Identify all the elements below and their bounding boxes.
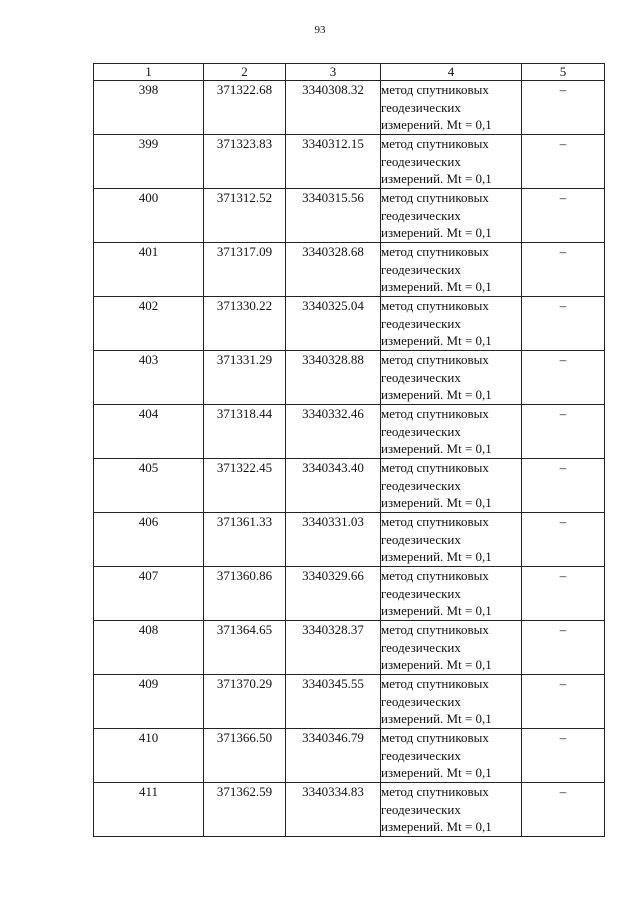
coordinates-table <box>93 63 605 837</box>
point-number-cell: 399 <box>94 135 204 189</box>
x-coordinate-cell: 371312.52 <box>204 189 286 243</box>
table-row <box>94 783 605 837</box>
y-coordinate-cell: 3340343.40 <box>286 459 381 513</box>
y-coordinate-cell: 3340312.15 <box>286 135 381 189</box>
y-coordinate-cell: 3340345.55 <box>286 675 381 729</box>
note-cell: – <box>522 459 605 513</box>
note-cell: – <box>522 243 605 297</box>
y-coordinate-cell: 3340331.03 <box>286 513 381 567</box>
y-coordinate-cell: 3340325.04 <box>286 297 381 351</box>
point-number-cell: 411 <box>94 783 204 837</box>
table-row <box>94 459 605 513</box>
method-cell: метод спутниковых геодезических измерений. Mt = 0,1 <box>381 513 522 567</box>
point-number-cell: 410 <box>94 729 204 783</box>
method-cell: метод спутниковых геодезических измерений. Mt = 0,1 <box>381 243 522 297</box>
page-number: 93 <box>314 24 326 36</box>
note-cell: – <box>522 135 605 189</box>
x-coordinate-cell: 371331.29 <box>204 351 286 405</box>
x-coordinate-cell: 371322.68 <box>204 81 286 135</box>
method-cell: метод спутниковых геодезических измерений. Mt = 0,1 <box>381 189 522 243</box>
y-coordinate-cell: 3340328.68 <box>286 243 381 297</box>
method-cell: метод спутниковых геодезических измерений. Mt = 0,1 <box>381 567 522 621</box>
y-coordinate-cell: 3340308.32 <box>286 81 381 135</box>
method-cell: метод спутниковых геодезических измерений. Mt = 0,1 <box>381 297 522 351</box>
y-coordinate-cell: 3340329.66 <box>286 567 381 621</box>
point-number-cell: 398 <box>94 81 204 135</box>
point-number-cell: 408 <box>94 621 204 675</box>
method-cell: метод спутниковых геодезических измерений. Mt = 0,1 <box>381 783 522 837</box>
point-number-cell: 407 <box>94 567 204 621</box>
table-row <box>94 81 605 135</box>
table-row <box>94 405 605 459</box>
table-row <box>94 351 605 405</box>
method-cell: метод спутниковых геодезических измерений. Mt = 0,1 <box>381 81 522 135</box>
method-cell: метод спутниковых геодезических измерений. Mt = 0,1 <box>381 675 522 729</box>
y-coordinate-cell: 3340328.88 <box>286 351 381 405</box>
y-coordinate-cell: 3340334.83 <box>286 783 381 837</box>
table-row <box>94 513 605 567</box>
y-coordinate-cell: 3340328.37 <box>286 621 381 675</box>
method-cell: метод спутниковых геодезических измерений. Mt = 0,1 <box>381 351 522 405</box>
table-row <box>94 621 605 675</box>
x-coordinate-cell: 371318.44 <box>204 405 286 459</box>
x-coordinate-cell: 371330.22 <box>204 297 286 351</box>
table-row <box>94 567 605 621</box>
point-number-cell: 401 <box>94 243 204 297</box>
x-coordinate-cell: 371362.59 <box>204 783 286 837</box>
note-cell: – <box>522 675 605 729</box>
y-coordinate-cell: 3340315.56 <box>286 189 381 243</box>
table-body <box>94 81 605 837</box>
note-cell: – <box>522 783 605 837</box>
x-coordinate-cell: 371361.33 <box>204 513 286 567</box>
note-cell: – <box>522 297 605 351</box>
x-coordinate-cell: 371364.65 <box>204 621 286 675</box>
x-coordinate-cell: 371322.45 <box>204 459 286 513</box>
table-row <box>94 729 605 783</box>
table-header-row <box>94 64 605 81</box>
method-cell: метод спутниковых геодезических измерений. Mt = 0,1 <box>381 621 522 675</box>
method-cell: метод спутниковых геодезических измерений. Mt = 0,1 <box>381 459 522 513</box>
column-header-x: 2 <box>204 64 286 81</box>
x-coordinate-cell: 371323.83 <box>204 135 286 189</box>
column-header-y: 3 <box>286 64 381 81</box>
table-row <box>94 189 605 243</box>
note-cell: – <box>522 405 605 459</box>
x-coordinate-cell: 371317.09 <box>204 243 286 297</box>
point-number-cell: 406 <box>94 513 204 567</box>
table-row <box>94 135 605 189</box>
table-row <box>94 297 605 351</box>
point-number-cell: 405 <box>94 459 204 513</box>
note-cell: – <box>522 621 605 675</box>
note-cell: – <box>522 351 605 405</box>
table-row <box>94 675 605 729</box>
method-cell: метод спутниковых геодезических измерений. Mt = 0,1 <box>381 135 522 189</box>
table-row <box>94 243 605 297</box>
point-number-cell: 403 <box>94 351 204 405</box>
note-cell: – <box>522 189 605 243</box>
point-number-cell: 404 <box>94 405 204 459</box>
x-coordinate-cell: 371366.50 <box>204 729 286 783</box>
note-cell: – <box>522 81 605 135</box>
method-cell: метод спутниковых геодезических измерений. Mt = 0,1 <box>381 405 522 459</box>
point-number-cell: 400 <box>94 189 204 243</box>
point-number-cell: 402 <box>94 297 204 351</box>
note-cell: – <box>522 567 605 621</box>
column-header-note: 5 <box>522 64 605 81</box>
note-cell: – <box>522 513 605 567</box>
column-header-method: 4 <box>381 64 522 81</box>
column-header-number: 1 <box>94 64 204 81</box>
x-coordinate-cell: 371360.86 <box>204 567 286 621</box>
point-number-cell: 409 <box>94 675 204 729</box>
y-coordinate-cell: 3340332.46 <box>286 405 381 459</box>
note-cell: – <box>522 729 605 783</box>
x-coordinate-cell: 371370.29 <box>204 675 286 729</box>
y-coordinate-cell: 3340346.79 <box>286 729 381 783</box>
method-cell: метод спутниковых геодезических измерений. Mt = 0,1 <box>381 729 522 783</box>
